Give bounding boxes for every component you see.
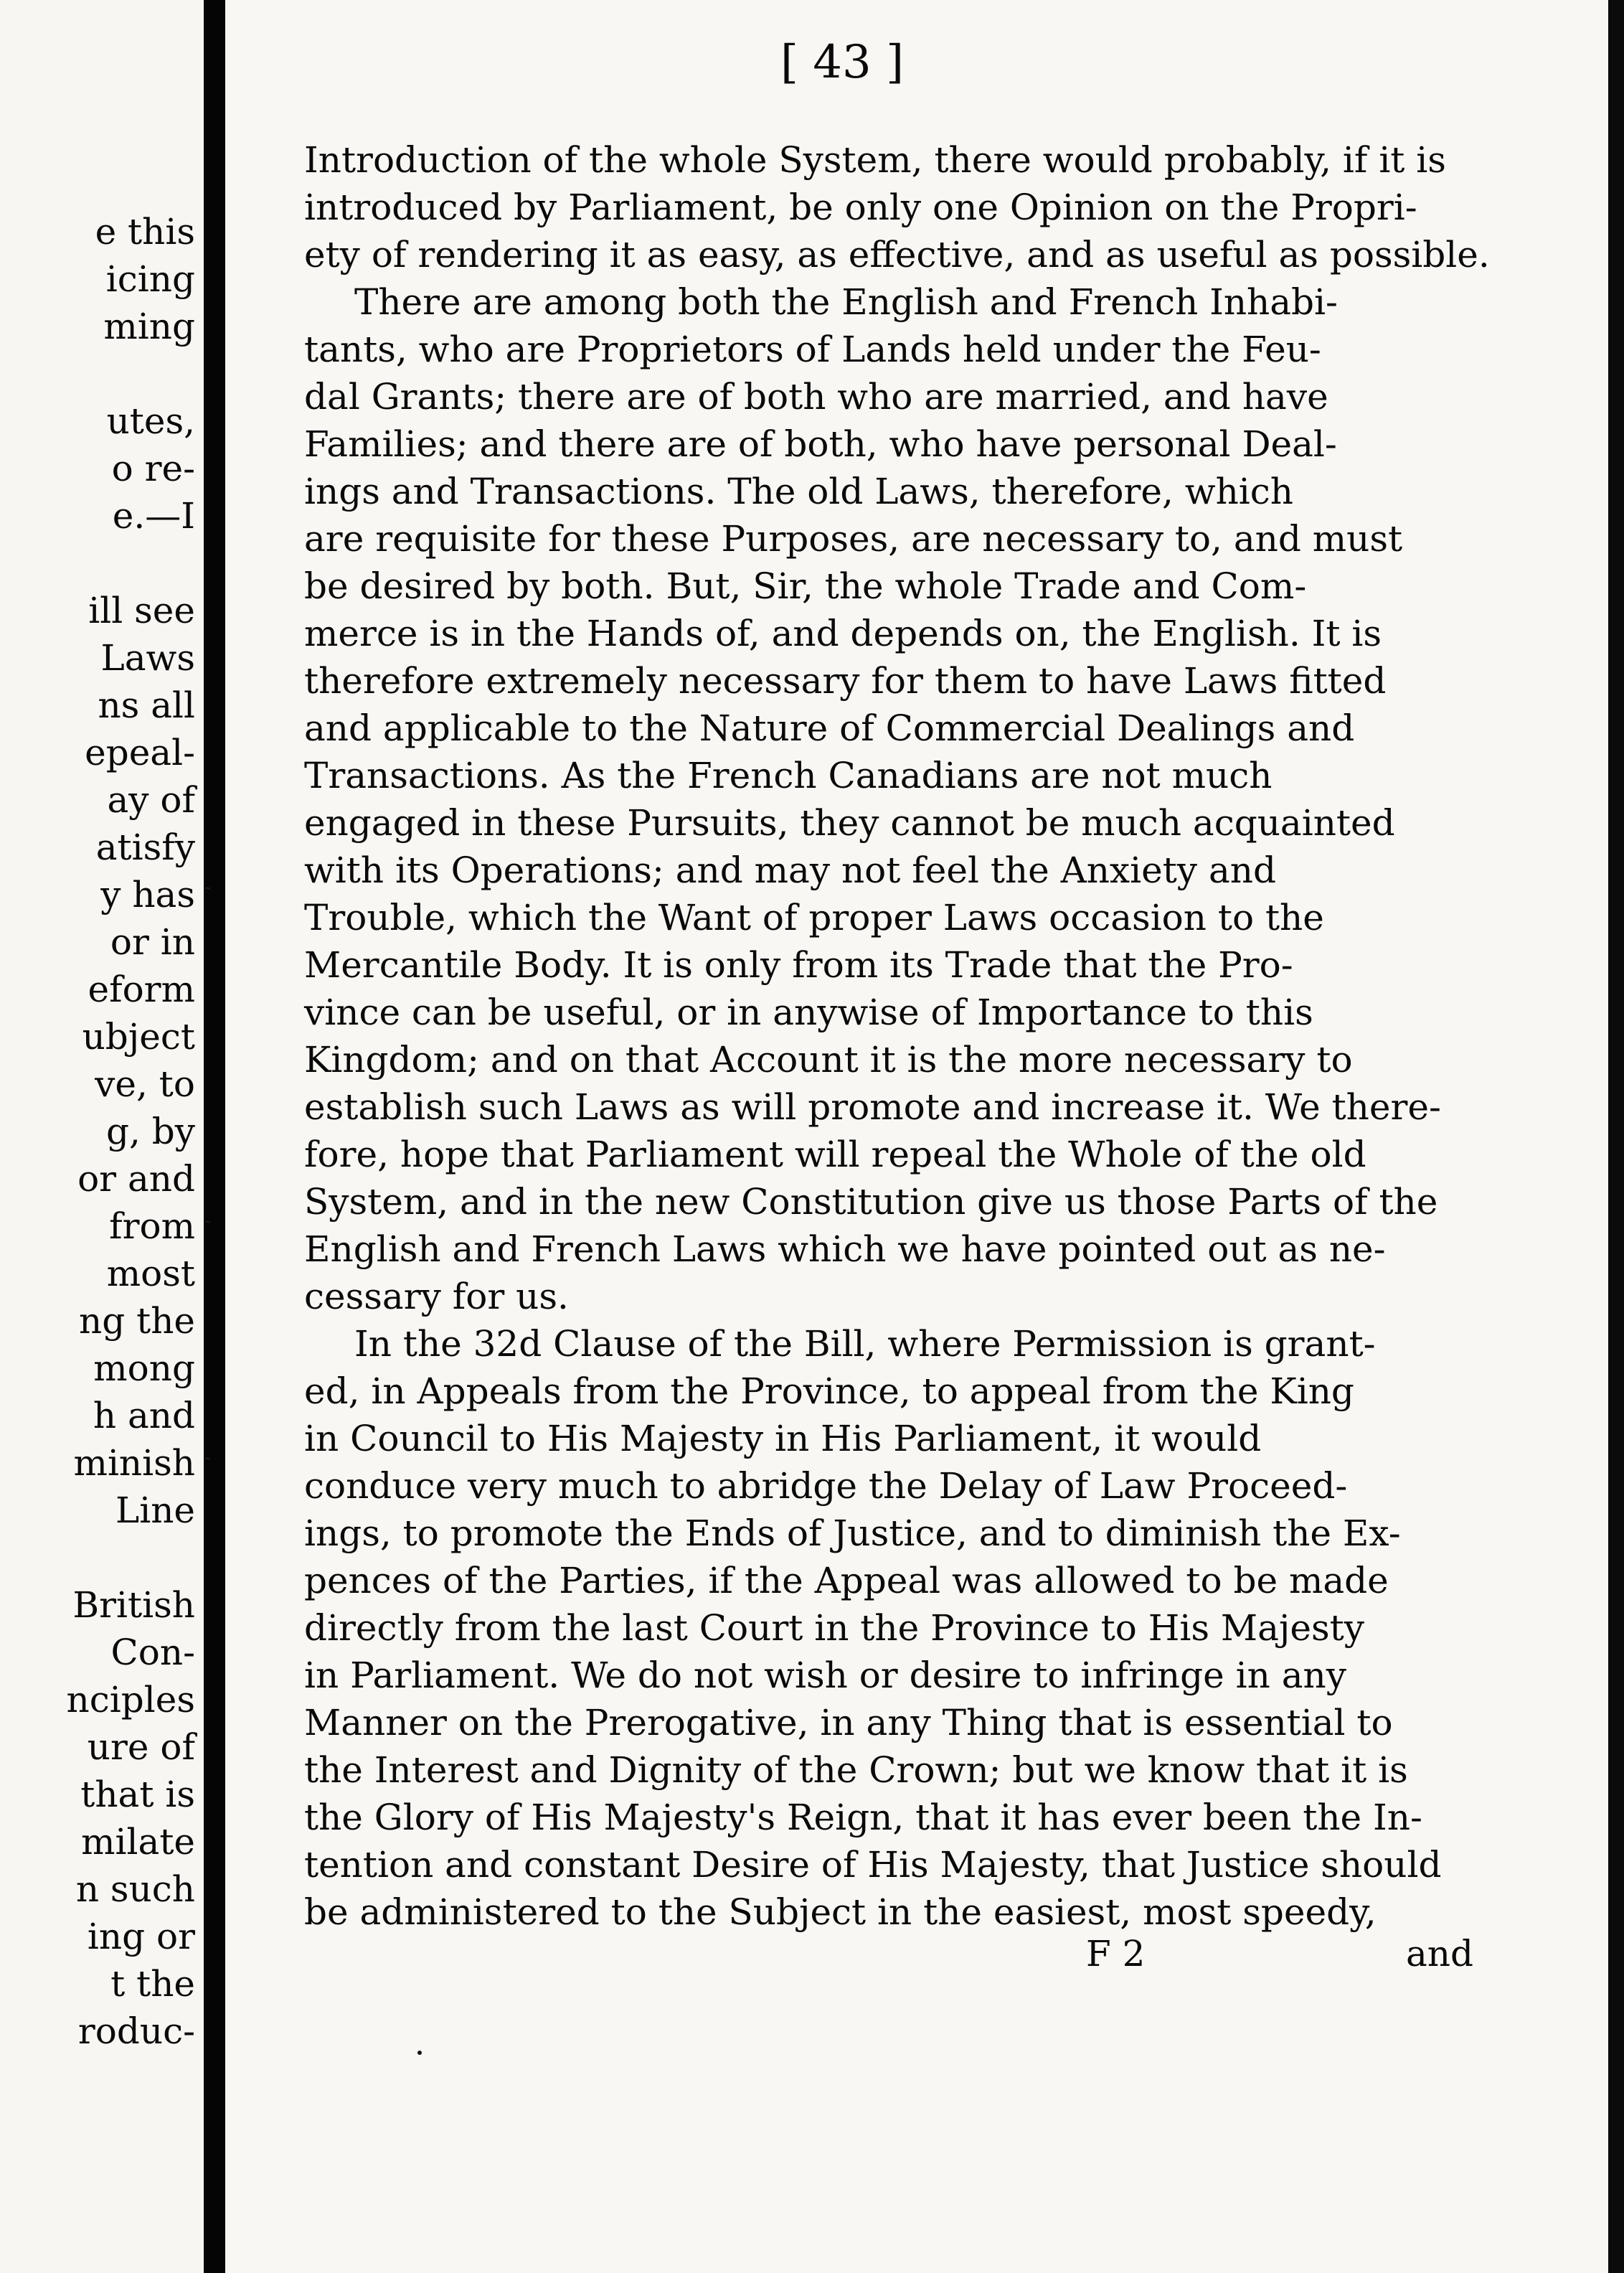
left-page-line: y has [100, 874, 195, 916]
left-page-fragment [0, 0, 204, 2273]
body-text-line: pences of the Parties, if the Appeal was allowed to be made [304, 1560, 1389, 1601]
body-text-line: directly from the last Court in the Province to His Majesty [304, 1607, 1364, 1649]
page-number: [ 43 ] [780, 36, 905, 89]
body-text-line: Transactions. As the French Canadians are not much [304, 755, 1273, 796]
body-text-line: vince can be useful, or in anywise of Importance to this [304, 992, 1313, 1033]
body-text-line: Kingdom; and on that Account it is the more necessary to [304, 1039, 1353, 1081]
left-page-line: Laws [100, 637, 195, 679]
left-page-line: ubject [82, 1016, 195, 1058]
body-text-line: Families; and there are of both, who have personal Deal- [304, 423, 1337, 465]
body-text-line: therefore extremely necessary for them to have Laws fitted [304, 660, 1387, 702]
left-page-line: mong [93, 1347, 195, 1389]
body-text-line: English and French Laws which we have pointed out as ne- [304, 1228, 1386, 1270]
left-page-line: ure of [87, 1726, 195, 1768]
body-text-line: conduce very much to abridge the Delay of Law Proceed- [304, 1465, 1348, 1507]
left-page-line: British [72, 1584, 195, 1626]
left-page-line: ming [103, 306, 195, 347]
body-text-line: fore, hope that Parliament will repeal the Whole of the old [304, 1134, 1366, 1175]
left-page-line: milate [81, 1821, 195, 1863]
body-text-line: There are among both the English and French Inhabi- [354, 281, 1338, 323]
paper-fold-mark [1000, 2138, 1100, 2273]
left-page-line: ve, to [95, 1063, 195, 1105]
left-page-line: minish [73, 1442, 195, 1484]
body-text-line: and applicable to the Nature of Commercial Dealings and [304, 707, 1355, 749]
body-text-line: Mercantile Body. It is only from its Trade that the Pro- [304, 944, 1293, 986]
body-text-line: be desired by both. But, Sir, the whole Trade and Com- [304, 565, 1307, 607]
book-gutter [204, 0, 225, 2273]
body-text-line: ed, in Appeals from the Province, to appeal from the King [304, 1370, 1354, 1412]
body-text-line: cessary for us. [304, 1276, 569, 1317]
left-page-line: eform [88, 969, 195, 1010]
catchword: and [1405, 1933, 1473, 1975]
left-page-line: ns all [98, 684, 195, 726]
left-page-line: ing or [87, 1916, 195, 1957]
body-text-line: the Glory of His Majesty's Reign, that it has ever been the In- [304, 1797, 1422, 1838]
left-page-line: Con- [110, 1632, 195, 1673]
margin-tick-mark: ˜ [204, 1456, 212, 1474]
body-text-line: in Parliament. We do not wish or desire to infringe in any [304, 1655, 1346, 1696]
body-text-line: ings and Transactions. The old Laws, therefore, which [304, 471, 1293, 512]
body-text-line: tants, who are Proprietors of Lands held under the Feu- [304, 329, 1321, 370]
left-page-line: ay of [107, 779, 195, 821]
left-page-line: ill see [88, 590, 195, 631]
left-page-line: that is [80, 1774, 195, 1815]
left-page-line: atisfy [95, 827, 195, 868]
margin-tick-mark: ˜ [204, 886, 212, 904]
body-text-line: introduced by Parliament, be only one Opinion on the Propri- [304, 187, 1417, 228]
left-page-line: e this [95, 211, 195, 253]
body-text-line: engaged in these Pursuits, they cannot be much acquainted [304, 802, 1395, 844]
body-text-line: In the 32d Clause of the Bill, where Permission is grant- [354, 1323, 1376, 1365]
body-text-line: Manner on the Prerogative, in any Thing that is essential to [304, 1702, 1393, 1743]
left-page-line: most [106, 1253, 195, 1294]
signature-mark: F 2 [1086, 1933, 1146, 1975]
left-page-line: o re- [111, 448, 195, 489]
body-text-line: Trouble, which the Want of proper Laws occasion to the [304, 897, 1324, 938]
body-text-line: tention and constant Desire of His Majesty, that Justice should [304, 1844, 1442, 1886]
body-text-line: merce is in the Hands of, and depends on, the English. It is [304, 613, 1382, 654]
left-page-line: Line [115, 1490, 195, 1531]
left-page-line: h and [93, 1395, 195, 1436]
left-page-line: from [109, 1205, 195, 1247]
left-page-line: icing [105, 258, 195, 300]
left-page-line: ng the [79, 1300, 195, 1342]
left-page-line: roduc- [77, 2010, 195, 2052]
body-text-line: ings, to promote the Ends of Justice, and to diminish the Ex- [304, 1512, 1401, 1554]
left-page-line: utes, [106, 400, 195, 442]
body-text-line: ety of rendering it as easy, as effective, and as useful as possible. [304, 234, 1490, 276]
left-page-line: or in [110, 921, 195, 963]
left-page-line: n such [75, 1868, 195, 1910]
body-text-line: Introduction of the whole System, there would probably, if it is [304, 139, 1446, 181]
left-page-line: epeal- [85, 732, 195, 773]
left-page-line: t the [110, 1963, 195, 2005]
body-text-line: in Council to His Majesty in His Parliament, it would [304, 1418, 1262, 1459]
ink-speck [417, 2051, 422, 2055]
body-text-line: System, and in the new Constitution give us those Parts of the [304, 1181, 1438, 1223]
body-text-line: with its Operations; and may not feel the Anxiety and [304, 850, 1276, 891]
left-page-line: nciples [66, 1679, 195, 1721]
left-page-line: g, by [105, 1111, 195, 1152]
page-edge-shadow [1608, 0, 1624, 2273]
left-page-line: e.—I [112, 495, 195, 537]
body-text-line: be administered to the Subject in the easiest, most speedy, [304, 1891, 1377, 1933]
body-text-line: dal Grants; there are of both who are married, and have [304, 376, 1328, 418]
body-text-line: the Interest and Dignity of the Crown; but we know that it is [304, 1749, 1408, 1791]
main-page [204, 0, 1624, 2273]
left-page-line: or and [77, 1158, 195, 1200]
body-text-line: establish such Laws as will promote and increase it. We there- [304, 1086, 1441, 1128]
body-text-line: are requisite for these Purposes, are necessary to, and must [304, 518, 1403, 560]
margin-tick-mark: ˜ [204, 1220, 212, 1238]
